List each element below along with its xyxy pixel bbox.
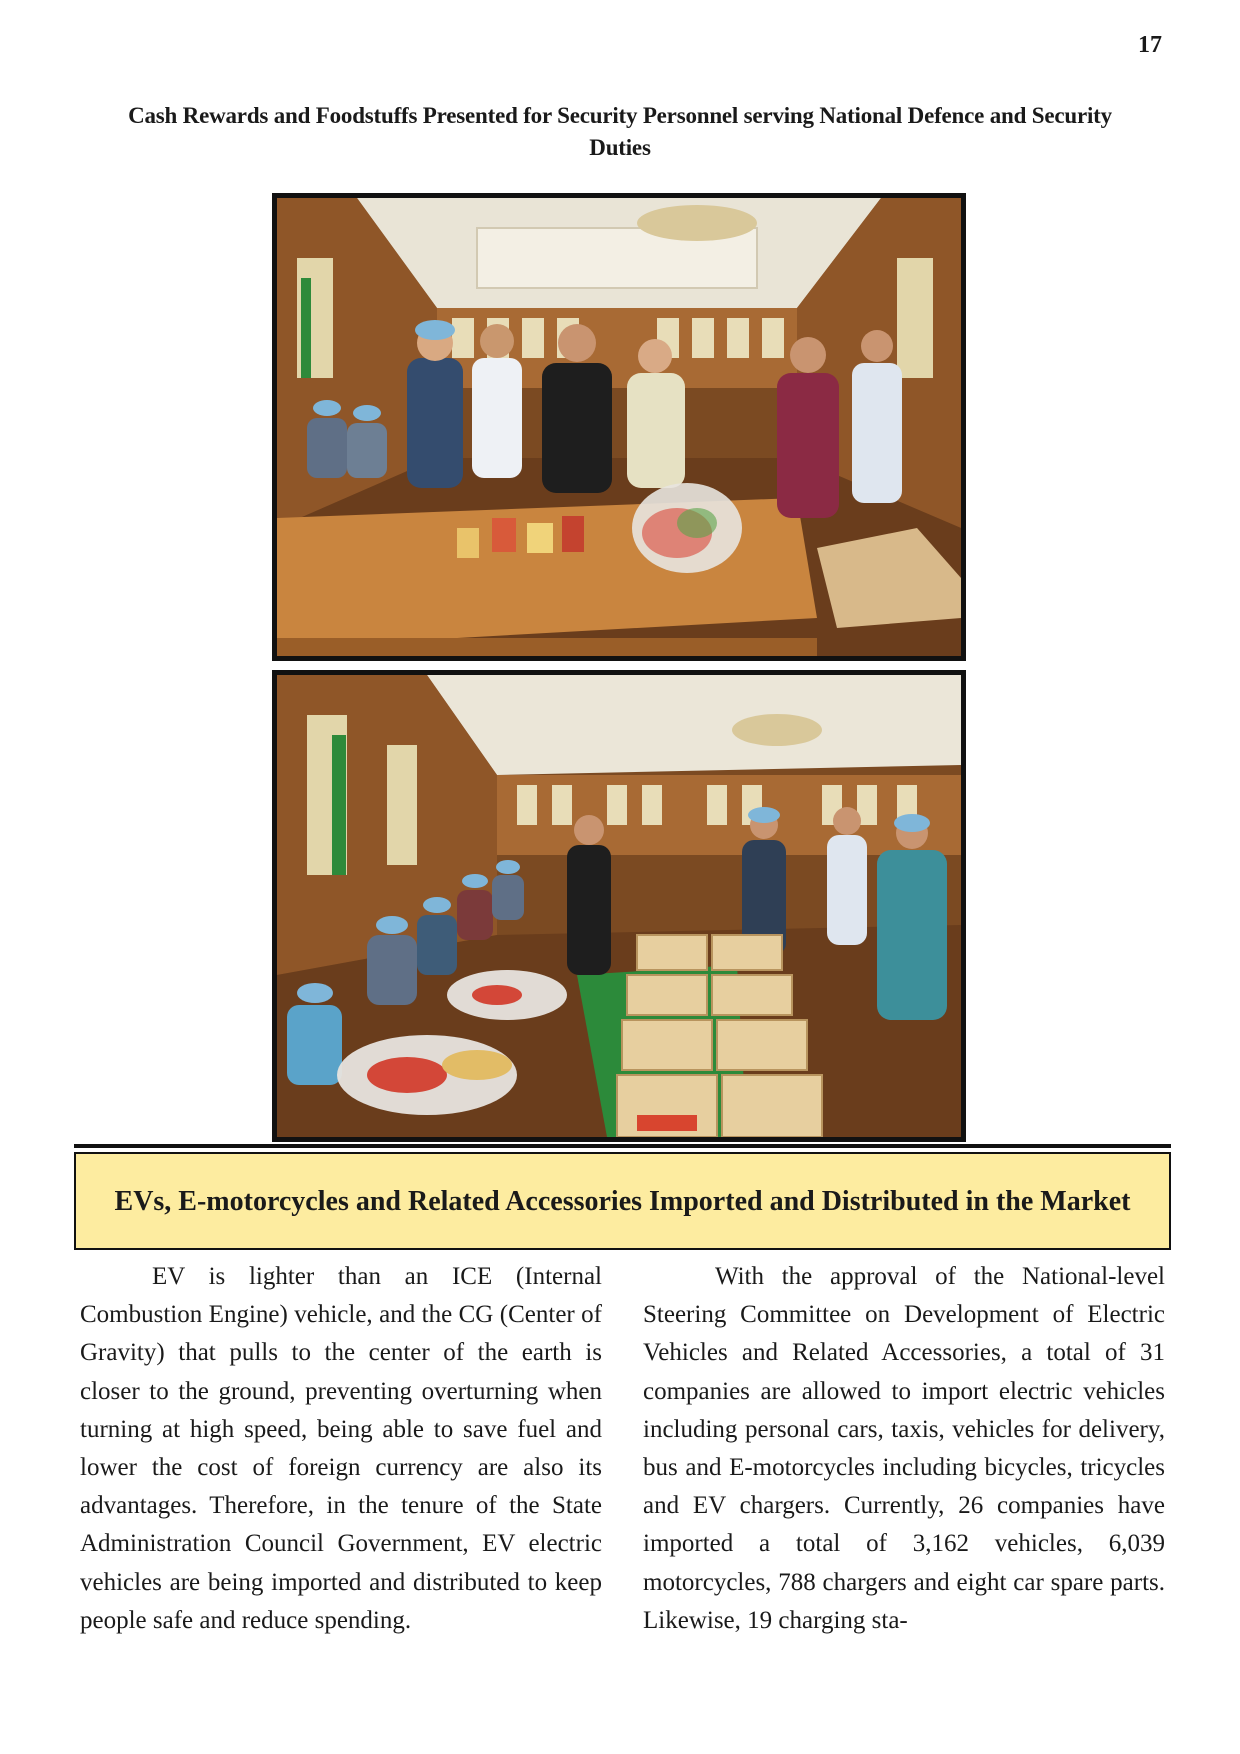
ev-left-paragraph: EV is lighter than an ICE (Internal Combustion Engine) vehicle, and the CG (Center of Gravity) that pulls to the center of the earth is closer to the ground, preventing overturning when turning at high speed, being able to save fuel and lower the cost of foreign currency are also its advantages. Therefore, in the tenure of the State Administration Council Government, EV electric vehicles are being imported and distributed to keep people safe and reduce spending.: [80, 1263, 602, 1634]
ev-section-header: [74, 1152, 1171, 1250]
page-number: 17: [1138, 32, 1162, 58]
photo-volunteers-packing-boxes: [272, 670, 966, 1142]
photo-illustration: [277, 675, 961, 1137]
photo-illustration: [277, 198, 961, 656]
ev-right-paragraph: With the approval of the National-level Steering Committee on Development of Electric Vehicles and Related Accessories, a total of 31 companies are allowed to import electric vehicles including personal cars, taxis, vehicles for delivery, bus and E-motorcycles including bicycles, tricycles and EV chargers. Currently, 26 companies have imported a total of 3,162 vehicles, 6,039 motorcycles, 788 chargers and eight car spare parts. Likewise, 19 charging sta-: [643, 1263, 1165, 1634]
ev-section-title: EVs, E-motorcycles and Related Accessories Imported and Distributed in the Market: [114, 1185, 1131, 1217]
photo-officials-inspecting-foodstuffs: [272, 193, 966, 661]
top-section-title: Cash Rewards and Foodstuffs Presented for Security Personnel serving National Defence and Security Duties: [128, 103, 1112, 160]
section-top-rule: [74, 1144, 1171, 1148]
